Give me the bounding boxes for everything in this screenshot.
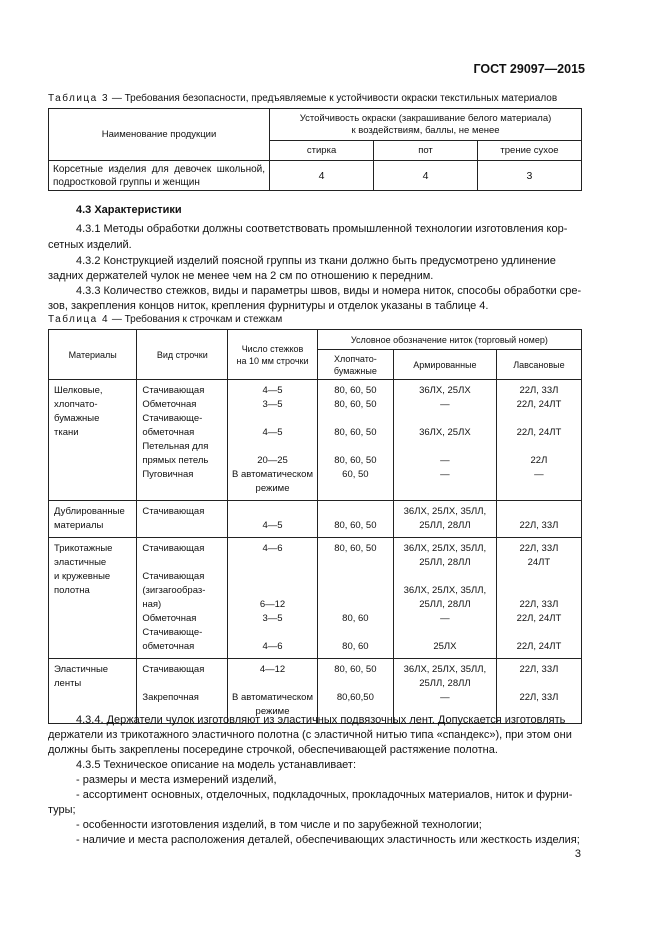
table4-cell-line: — xyxy=(440,469,450,480)
table4-cell-line: 80, 60, 50 xyxy=(334,427,377,438)
table4-cell-line xyxy=(318,556,393,570)
table4-cell-line: 80, 60, 50 xyxy=(334,543,377,554)
table4-cell-line: 80, 60, 50 xyxy=(334,455,377,466)
table4-cell-line xyxy=(497,570,581,584)
table4-cell-line xyxy=(394,440,496,454)
table3-caption-label: Таблица 3 xyxy=(48,93,110,104)
table4-header-lavsan: Лавсановые xyxy=(496,350,581,380)
table4-materials-cell xyxy=(49,538,137,659)
table4-cell-line: В автоматическом xyxy=(232,469,313,480)
table4-cell-line: 24ЛТ xyxy=(527,557,551,568)
table4-header-stitch-type: Вид строчки xyxy=(137,330,228,380)
table4-cell-line: 80,60,50 xyxy=(336,692,374,703)
table4-cell-line: Петельная для xyxy=(142,441,209,452)
table4-count-cell xyxy=(228,380,318,501)
table4-cell-line: Обметочная xyxy=(142,399,197,410)
table4-cell-line: эластичные xyxy=(54,557,107,568)
paragraph-4-3-2: 4.3.2 Конструкцией изделий поясной группы из ткани должно быть предусмотрено удлинение xyxy=(76,255,556,267)
table4-cell-line: 22Л, 33Л xyxy=(519,664,559,675)
table4-cell-line: хлопчато- xyxy=(54,399,98,410)
table4-header-cotton: Хлопчато- бумажные xyxy=(317,350,393,380)
table-row xyxy=(49,380,582,501)
table4-cell-line: 25ЛЛ, 28ЛЛ xyxy=(419,599,471,610)
table4-cell-line: ткани xyxy=(54,427,79,438)
table4-cell-line: Пуговичная xyxy=(142,469,194,480)
table4-count-cell xyxy=(228,501,318,538)
table4-cell-line: 22Л, 33Л xyxy=(519,692,559,703)
table4-cell-line: Закрепочная xyxy=(142,692,199,703)
list-item: - наличие и места расположения деталей, обеспечивающих эластичность или жесткость изделия; xyxy=(76,834,580,846)
table4-cell-line xyxy=(497,677,581,691)
table4-cell-line: 22Л, 33Л xyxy=(519,385,559,396)
table-3 xyxy=(48,108,582,191)
table4-cell-line xyxy=(228,440,317,454)
table4-cell-line xyxy=(497,626,581,640)
table-row xyxy=(49,538,582,659)
list-item-cont: туры; xyxy=(48,804,76,816)
table4-cell-line: 60, 50 xyxy=(342,469,369,480)
table3-value: 4 xyxy=(270,161,374,191)
table4-cell-line xyxy=(394,626,496,640)
table3-header-product: Наименование продукции xyxy=(49,109,270,161)
table4-cell-line: полотна xyxy=(54,585,90,596)
table4-lavsan-cell xyxy=(496,380,581,501)
table4-cell-line: 3—5 xyxy=(262,399,283,410)
table4-cell-line: режиме xyxy=(255,706,290,717)
table4-cell-line xyxy=(318,412,393,426)
section-title: 4.3 Характеристики xyxy=(76,204,182,216)
table3-value: 3 xyxy=(477,161,581,191)
table4-header-armored: Армированные xyxy=(393,350,496,380)
list-item: - размеры и места измерений изделий, xyxy=(76,774,277,786)
paragraph-4-3-2-cont: задних держателей чулок не менее чем на 2 см по отношению к передним. xyxy=(48,270,434,282)
table4-cell-line: Дублированные xyxy=(54,506,125,517)
table4-lavsan-cell xyxy=(496,538,581,659)
table4-lavsan-cell xyxy=(496,501,581,538)
list-item: - особенности изготовления изделий, в том числе и по зарубежной технологии; xyxy=(76,819,482,831)
table3-subheader: пот xyxy=(374,141,478,161)
table4-cell-line xyxy=(228,570,317,584)
table4-cell-line xyxy=(228,677,317,691)
table4-cell-line: — xyxy=(440,613,450,624)
table4-cell-line: режиме xyxy=(255,483,290,494)
table4-stitch-cell xyxy=(137,538,228,659)
table4-cell-line xyxy=(228,556,317,570)
table4-cell-line: 20—25 xyxy=(257,455,288,466)
table4-cell-line: — xyxy=(440,692,450,703)
table4-cell-line: 22Л, 24ЛТ xyxy=(516,641,562,652)
table4-cotton-cell xyxy=(317,380,393,501)
paragraph-4-3-1-cont: сетных изделий. xyxy=(48,239,132,251)
table4-cell-line xyxy=(142,677,227,691)
table4-cell-line: Стачивающая xyxy=(142,506,205,517)
table4-cell-line xyxy=(497,412,581,426)
table3-subheader: стирка xyxy=(270,141,374,161)
paragraph-4-3-4-cont: держатели из трикотажного эластичного полотна (с эластичной нитью типа «спандекс»), при этом они xyxy=(48,729,572,741)
table4-cell-line: Эластичные xyxy=(54,664,109,675)
table4-armored-cell xyxy=(393,380,496,501)
table4-cell-line: Стачивающая xyxy=(142,543,205,554)
table4-cell-line: — xyxy=(440,455,450,466)
table4-cell-line: 36ЛХ, 25ЛХ, 35ЛЛ, xyxy=(403,664,487,675)
table4-cell-line: Стачивающе- xyxy=(142,627,203,638)
table4-count-cell xyxy=(228,538,318,659)
table4-cell-line: 80, 60, 50 xyxy=(334,385,377,396)
table4-cell-line: В автоматическом xyxy=(232,692,313,703)
table4-cell-line: 22Л, 24ЛТ xyxy=(516,427,562,438)
table4-cell-line: ленты xyxy=(54,678,82,689)
paragraph-4-3-3: 4.3.3 Количество стежков, виды и параметры швов, виды и номера ниток, способы обработки сре- xyxy=(76,285,582,297)
table4-cell-line: — xyxy=(440,399,450,410)
table4-cell-line: прямых петель xyxy=(142,455,209,466)
table4-cell-line xyxy=(318,598,393,612)
table4-cell-line xyxy=(228,505,317,519)
table4-cell-line: 80, 60 xyxy=(342,641,369,652)
table4-caption xyxy=(48,314,282,325)
table4-cell-line: 4—6 xyxy=(262,641,283,652)
table4-cell-line: Стачивающая xyxy=(142,571,205,582)
table3-subheader: трение сухое xyxy=(477,141,581,161)
table4-cell-line: 4—12 xyxy=(259,664,286,675)
table4-cell-line: бумажные xyxy=(54,413,100,424)
table4-stitch-cell xyxy=(137,380,228,501)
table4-cell-line: обметочная xyxy=(142,427,195,438)
table4-cell-line: 22Л, 33Л xyxy=(519,543,559,554)
table4-cell-line: 36ЛХ, 25ЛХ xyxy=(419,427,471,438)
paragraph-4-3-4: 4.3.4. Держатели чулок изготовляют из эластичных подвязочных лент. Допускается изготовлять xyxy=(76,714,566,726)
table4-cell-line: (зигзагообраз- xyxy=(142,585,206,596)
table4-cell-line xyxy=(318,584,393,598)
table4-cell-line xyxy=(142,556,227,570)
list-item: - ассортимент основных, отделочных, подкладочных, прокладочных материалов, ниток и фурни- xyxy=(76,789,573,801)
table4-cell-line: 4—5 xyxy=(262,520,283,531)
table3-caption xyxy=(48,93,557,104)
table-4 xyxy=(48,329,582,724)
table4-cell-line xyxy=(394,412,496,426)
table4-cell-line: Трикотажные xyxy=(54,543,113,554)
table4-cell-line: 4—5 xyxy=(262,427,283,438)
table4-cell-line xyxy=(318,677,393,691)
table4-cell-line: 22Л, 24ЛТ xyxy=(516,613,562,624)
table4-cell-line: 4—5 xyxy=(262,385,283,396)
table4-materials-cell xyxy=(49,501,137,538)
paragraph-4-3-1: 4.3.1 Методы обработки должны соответствовать промышленной технологии изготовления кор- xyxy=(76,223,568,235)
table4-cell-line xyxy=(228,626,317,640)
table4-materials-cell xyxy=(49,380,137,501)
table3-header-group: Устойчивость окраски (закрашивание белого материала) к воздействиям, баллы, не менее xyxy=(270,109,582,141)
table4-header-materials: Материалы xyxy=(49,330,137,380)
table4-cell-line: 36ЛХ, 25ЛХ, 35ЛЛ, xyxy=(403,585,487,596)
table4-cell-line: 25ЛЛ, 28ЛЛ xyxy=(419,678,471,689)
table4-stitch-cell xyxy=(137,501,228,538)
table4-cell-line: 22Л xyxy=(530,455,548,466)
table4-header-stitch-count: Число стежков на 10 мм строчки xyxy=(228,330,318,380)
page-number: 3 xyxy=(574,848,581,860)
table4-cell-line: 80, 60, 50 xyxy=(334,520,377,531)
table4-cell-line: 36ЛХ, 25ЛХ, 35ЛЛ, xyxy=(403,506,487,517)
table4-armored-cell xyxy=(393,501,496,538)
table4-cell-line xyxy=(318,505,393,519)
table4-cell-line: 80, 60, 50 xyxy=(334,399,377,410)
table4-cell-line: 36ЛХ, 25ЛХ, 35ЛЛ, xyxy=(403,543,487,554)
table4-cell-line: 80, 60 xyxy=(342,613,369,624)
table4-cell-line: 22Л, 33Л xyxy=(519,520,559,531)
table4-cell-line xyxy=(497,505,581,519)
table4-cell-line xyxy=(228,412,317,426)
table4-cell-line: 3—5 xyxy=(262,613,283,624)
table4-cell-line xyxy=(318,440,393,454)
table4-caption-label: Таблица 4 xyxy=(48,314,110,325)
table4-cell-line: материалы xyxy=(54,520,104,531)
table4-header-threads: Условное обозначение ниток (торговый номер) xyxy=(317,330,581,350)
table4-cell-line: 25ЛХ xyxy=(433,641,457,652)
table4-caption-text: — Требования к строчкам и стежкам xyxy=(109,314,283,325)
table4-cell-line: Стачивающая xyxy=(142,385,205,396)
table4-cell-line: Стачивающе- xyxy=(142,413,203,424)
table4-cell-line: Обметочная xyxy=(142,613,197,624)
table4-cell-line: обметочная xyxy=(142,641,195,652)
table4-armored-cell xyxy=(393,538,496,659)
table4-cell-line xyxy=(318,570,393,584)
paragraph-4-3-3-cont: зов, закрепления концов ниток, крепления фурнитуры и отделок указаны в таблице 4. xyxy=(48,300,489,312)
table3-product-cell: Корсетные изделия для девочек школьной, подростковой группы и женщин xyxy=(49,161,270,191)
table4-cell-line: Стачивающая xyxy=(142,664,205,675)
table4-cell-line: 6—12 xyxy=(259,599,286,610)
table4-cell-line: 22Л, 33Л xyxy=(519,599,559,610)
document-code: ГОСТ 29097—2015 xyxy=(473,62,585,76)
table4-cell-line: — xyxy=(534,469,544,480)
table4-cell-line: 4—6 xyxy=(262,543,283,554)
table4-cell-line: Шелковые, xyxy=(54,385,103,396)
table-row xyxy=(49,501,582,538)
paragraph-4-3-5: 4.3.5 Техническое описание на модель устанавливает: xyxy=(76,759,357,771)
table4-cell-line xyxy=(394,570,496,584)
table4-cell-line: и кружевные xyxy=(54,571,111,582)
table4-cell-line: 36ЛХ, 25ЛХ xyxy=(419,385,471,396)
table4-cotton-cell xyxy=(317,538,393,659)
table4-cotton-cell xyxy=(317,501,393,538)
table4-cell-line xyxy=(497,440,581,454)
table4-cell-line xyxy=(228,584,317,598)
table4-cell-line: 25ЛЛ, 28ЛЛ xyxy=(419,557,471,568)
paragraph-4-3-4-cont: должны быть закреплены посередине строчкой, обеспечивающей растяжение полотна. xyxy=(48,744,498,756)
table4-cell-line xyxy=(497,584,581,598)
table4-cell-line xyxy=(318,626,393,640)
table4-cell-line: 25ЛЛ, 28ЛЛ xyxy=(419,520,471,531)
table4-cell-line: 80, 60, 50 xyxy=(334,664,377,675)
table4-cell-line: 22Л, 24ЛТ xyxy=(516,399,562,410)
table3-value: 4 xyxy=(374,161,478,191)
table3-caption-text: — Требования безопасности, предъявляемые к устойчивости окраски текстильных материалов xyxy=(109,93,558,104)
table4-cell-line: ная) xyxy=(142,599,162,610)
